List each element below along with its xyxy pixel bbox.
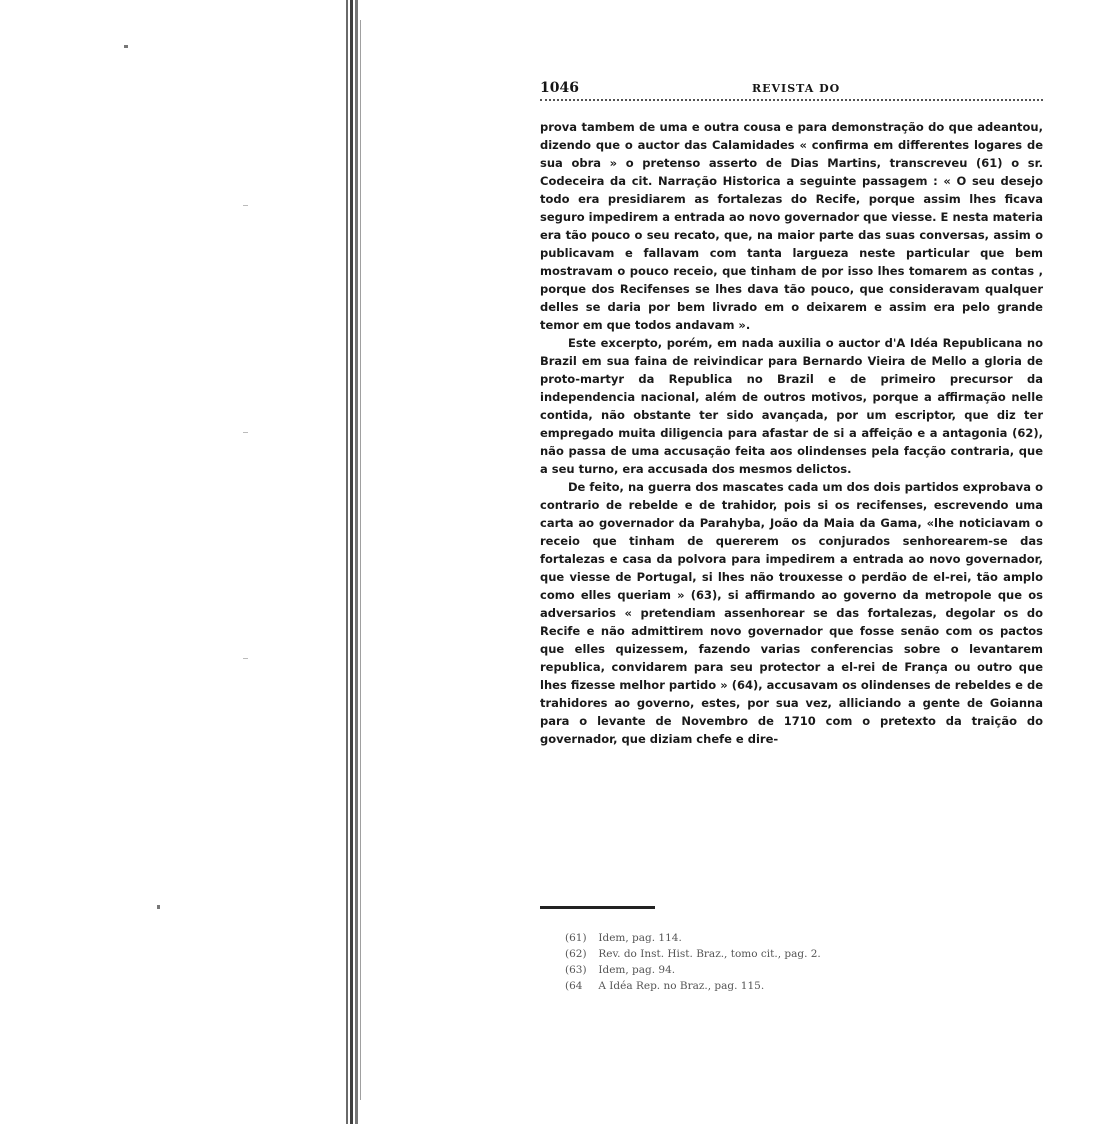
book-gutter: [338, 0, 368, 1124]
scan-speck: [157, 905, 160, 909]
footnote-number: (62): [565, 948, 587, 960]
footnote-text: Idem, pag. 114.: [598, 932, 682, 944]
footnote-number: (64: [565, 980, 583, 992]
body-text: [540, 118, 1043, 748]
footnote-text: Idem, pag. 94.: [598, 964, 676, 976]
paragraph: Este excerpto, porém, em nada auxilia o auctor d'A Idéa Republicana no Brazil em sua faina de reivindicar para Bernardo Vieira de Mello a gloria de proto-martyr da Republica no Brazil e de primeiro precursor da independencia nacional, além de outros motivos, porque a affirmação nelle contida, não obstante ter sido avançada, por um escriptor, que diz ter empregado muita diligencia para afastar de si a affeição e a antagonia (62), não passa de uma accusação feita aos olindenses pela facção contraria, que a seu turno, era accusada dos mesmos delictos.: [540, 336, 1043, 476]
footnotes: [565, 930, 925, 994]
paragraph: De feito, na guerra dos mascates cada um dos dois partidos exprobava o contrario de rebelde e de trahidor, pois si os recifenses, escrevendo uma carta ao governador da Parahyba, João da Maia da Gama, «lhe noticiavam o receio que tinham de quererem os conjurados senhorearem-se das fortalezas e casa da polvora para impedirem a entrada ao novo governador, que viesse de Portugal, si lhes não trouxesse o perdão de el-rei, tão amplo como elles queriam » (63), si affirmando ao governo da metropole que os adversarios « pretendiam assenhorear se das fortalezas, degolar os do Recife e não admittirem novo governador que fosse senão com os pactos que elles quizessem, fazendo varias conferencias sobre o levantarem republica, convidarem para seu protector a el-rei de França ou outro que lhes fizesse melhor partido » (64), accusavam os olindenses de rebeldes e de trahidores ao governo, estes, por sua vez, alliciando a gente de Goianna para o levante de Novembro de 1710 com o pretexto da traição do governador, que diziam chefe e dire-: [540, 480, 1043, 746]
scan-mark: [243, 205, 248, 206]
header-rule: [540, 99, 1043, 101]
footnote: [565, 962, 925, 978]
scan-speck: [124, 45, 128, 48]
paragraph: prova tambem de uma e outra cousa e para demonstração do que adeantou, dizendo que o auctor das Calamidades « confirma em differentes logares de sua obra » o pretenso asserto de Dias Martins, transcreveu (61) o sr. Codeceira da cit. Narração Historica a seguinte passagem : « O seu desejo todo era presidiarem as fortalezas do Recife, porque assim lhes ficava seguro impedirem a entrada ao novo governador que viesse. E nesta materia era tão pouco o seu recato, que, na maior parte das suas conversas, assim o publicavam e fallavam com tanta largueza neste particular que bem mostravam o pouco receio, que tinham de por isso lhes tomarem as contas , porque dos Recifenses se lhes dava tão pouco, que consideravam qualquer delles se daria por bem livrado em o deixarem e assim era pelo grande temor em que todos andavam ».: [540, 120, 1043, 332]
footnote-number: (61): [565, 932, 587, 944]
footnote-text: A Idéa Rep. no Braz., pag. 115.: [598, 980, 765, 992]
footnote-rule: [540, 906, 655, 909]
page-header: [540, 80, 1043, 100]
footnote-number: (63): [565, 964, 587, 976]
footnote-text: Rev. do Inst. Hist. Braz., tomo cit., pag. 2.: [598, 948, 821, 960]
footnote: [565, 978, 925, 994]
footnote: [565, 946, 925, 962]
scan-mark: [243, 432, 248, 433]
page-number: 1046: [540, 80, 579, 96]
running-head: REVISTA DO: [752, 82, 841, 95]
scan-mark: [243, 658, 248, 659]
footnote: [565, 930, 925, 946]
